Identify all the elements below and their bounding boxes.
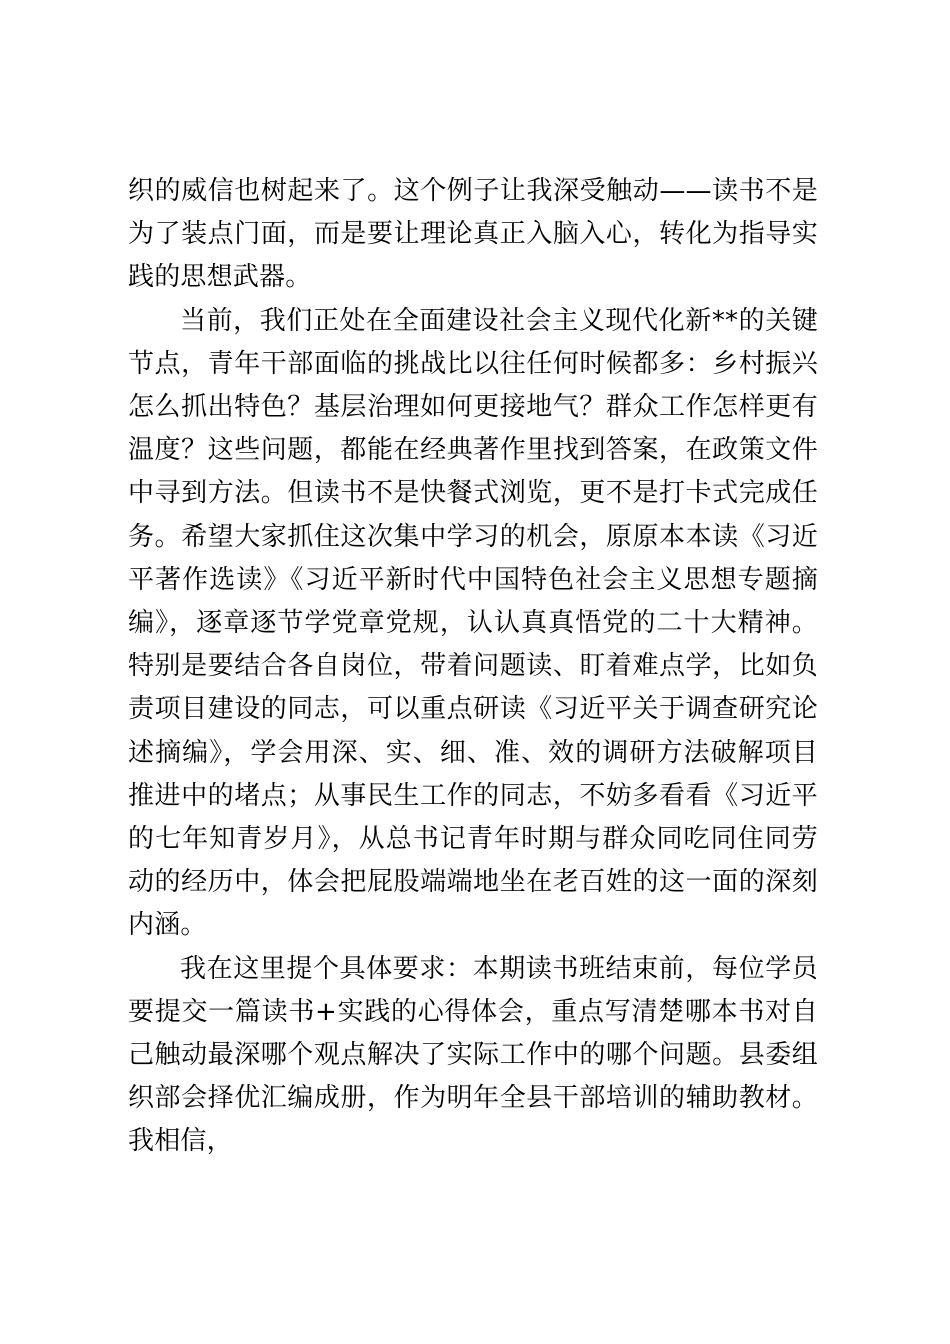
paragraph-reading-guidance: 当前，我们正处在全面建设社会主义现代化新**的关键节点，青年干部面临的挑战比以往任何时候都多：乡村振兴怎么抓出特色？基层治理如何更接地气？群众工作怎样更有温度？这些问题，都能在经典著作里找到答案，在政策文件中寻到方法。但读书不是快餐式浏览，更不是打卡式完成任务。希望大家抓住这次集中学习的机会，原原本本读《习近平著作选读》《习近平新时代中国特色社会主义思想专题摘编》，逐章逐节学党章党规，认认真真悟党的二十大精神。特别是要结合各自岗位，带着问题读、盯着难点学，比如负责项目建设的同志，可以重点研读《习近平关于调查研究论述摘编》，学会用深、实、细、准、效的调研方法破解项目推进中的堵点；从事民生工作的同志，不妨多看看《习近平的七年知青岁月》，从总书记青年时期与群众同吃同住同劳动的经历中，体会把屁股端端地坐在老百姓的这一面的深刻内涵。 [128, 305, 818, 941]
paragraph-continuation: 织的威信也树起来了。这个例子让我深受触动——读书不是为了装点门面，而是要让理论真正入脑入心，转化为指导实践的思想武器。 [128, 176, 818, 293]
document-body [128, 170, 818, 1164]
paragraph-specific-requirement: 我在这里提个具体要求：本期读书班结束前，每位学员要提交一篇读书+实践的心得体会，重点写清楚哪本书对自己触动最深哪个观点解决了实际工作中的哪个问题。县委组织部会择优汇编成册，作为明年全县干部培训的辅助教材。我相信， [128, 953, 818, 1157]
